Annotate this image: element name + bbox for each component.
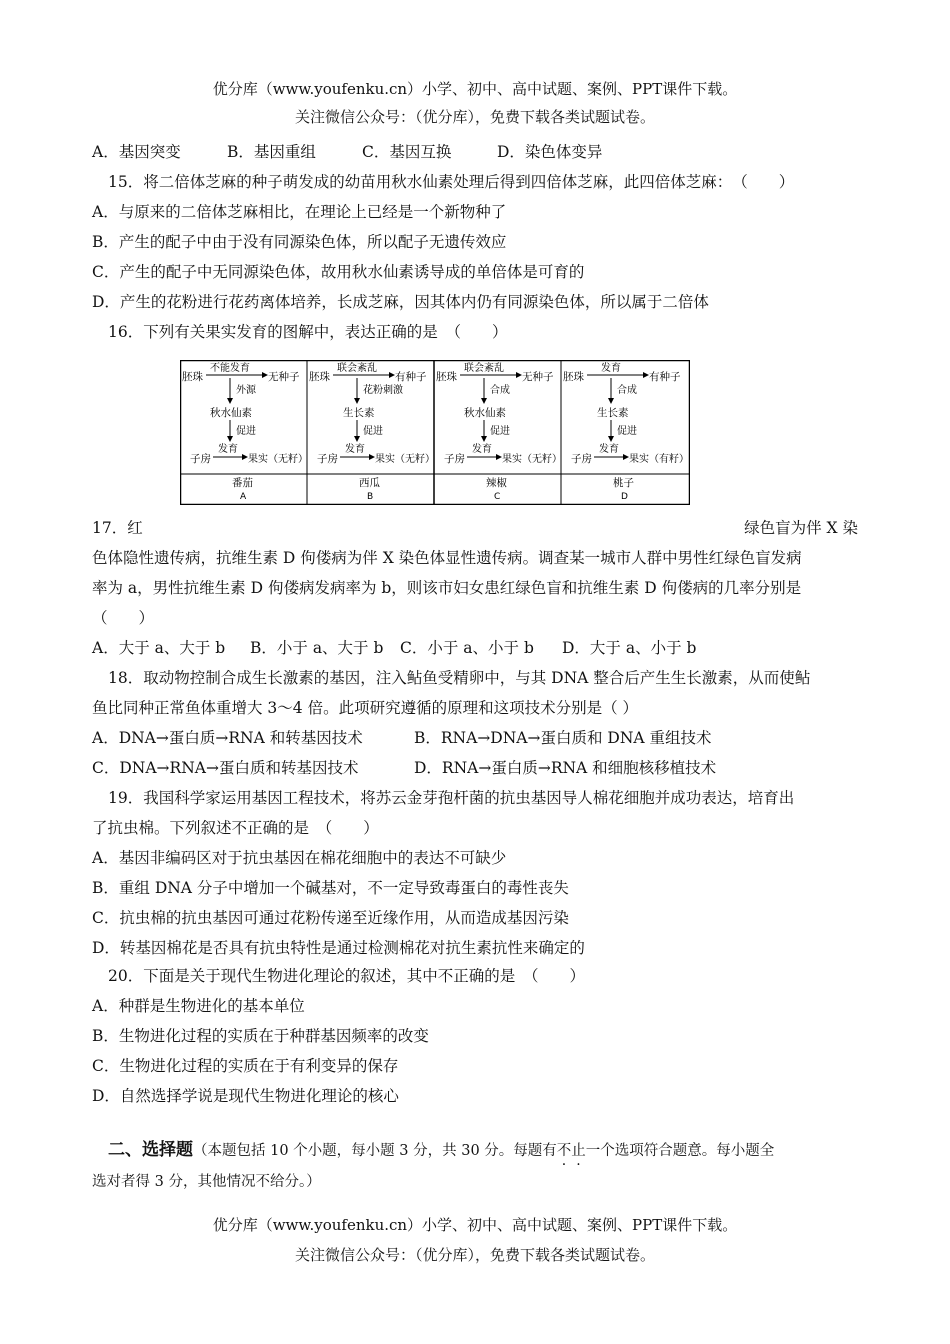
panel-b-vertical-label-2: 促进	[363, 426, 383, 437]
q14-option-a: A．基因突变	[92, 143, 181, 161]
q15-option-b: B．产生的配子中由于没有同源染色体，所以配子无遗传效应	[92, 233, 507, 251]
header-line-2: 关注微信公众号：（优分库），免费下载各类试题试卷。	[294, 108, 655, 126]
q17-number: 17．红	[92, 519, 143, 537]
q17-line-4: （ ）	[92, 609, 155, 627]
q20-option-b: B．生物进化过程的实质在于种群基因频率的改变	[92, 1027, 429, 1045]
panel-b-vertical-label-1: 花粉刺激	[363, 385, 403, 396]
panel-c-fruit: 果实（无籽）	[502, 454, 562, 465]
q14-option-d: D．染色体变异	[497, 143, 603, 161]
panel-a-vertical-label-1: 外源	[236, 385, 256, 396]
q17-option-b: B．小于 a、大于 b	[250, 639, 384, 657]
panel-b-letter: B	[367, 492, 374, 502]
footer-line-2: 关注微信公众号：（优分库），免费下载各类试题试卷。	[294, 1246, 655, 1264]
q18-options-row-1	[92, 728, 860, 748]
panel-d-fruit: 果实（有籽）	[629, 454, 689, 465]
panel-c-vertical-label-2: 促进	[490, 426, 510, 437]
section-2-note-emph-1: 不	[556, 1143, 572, 1159]
header-line-1: 优分库（www.youfenku.cn）小学、初中、高中试题、案例、PPT课件下载。	[212, 80, 738, 98]
q19-option-d: D．转基因棉花是否具有抗虫特性是通过检测棉花对抗生素抗性来确定的	[92, 939, 585, 957]
q19-option-c: C．抗虫棉的抗虫基因可通过花粉传递至近缘作用，从而造成基因污染	[92, 909, 569, 927]
panel-d-vertical-label-1: 合成	[617, 385, 637, 396]
q17-option-a: A．大于 a、大于 b	[92, 639, 226, 657]
panel-a-embryo: 胚珠	[182, 371, 203, 383]
panel-d-arrow1-label: 发育	[601, 363, 621, 374]
q20-option-a: A．种群是生物进化的基本单位	[92, 997, 305, 1015]
panel-d-embryo: 胚珠	[563, 371, 584, 383]
q17-line-3: 率为 a，男性抗维生素 D 佝偻病发病率为 b，则该市妇女患红绿色盲和抗维生素 D 佝偻病的几率分别是	[92, 579, 802, 597]
panel-b-seed-outcome: 有种子	[395, 371, 427, 383]
section-2-note-pre: （本题包括 10 个小题，每小题 3 分，共 30 分。每题有	[193, 1143, 557, 1159]
panel-a-seed-outcome: 无种子	[268, 371, 300, 383]
q14-option-b: B．基因重组	[227, 143, 316, 161]
q19-option-b: B．重组 DNA 分子中增加一个碱基对，不一定导致毒蛋白的毒性丧失	[92, 879, 569, 897]
q18-line-1: 18．取动物控制合成生长激素的基因，注入鲇鱼受精卵中，与其 DNA 整合后产生生长激素，从而使鲇	[108, 669, 811, 687]
panel-b-plant: 西瓜	[359, 477, 380, 489]
panel-a-plant: 番茄	[232, 477, 253, 489]
panel-d-letter: D	[621, 492, 628, 502]
section-2-title: 二、选择题	[108, 1140, 193, 1160]
q15-option-a: A．与原来的二倍体芝麻相比，在理论上已经是一个新物种了	[92, 203, 507, 221]
q19-line-1: 19．我国科学家运用基因工程技术，将苏云金芽孢杆菌的抗虫基因导人棉花细胞并成功表达，培育出	[108, 789, 795, 807]
panel-b-fruit: 果实（无籽）	[375, 454, 435, 465]
panel-b-embryo: 胚珠	[309, 371, 330, 383]
panel-a-vertical-label-2: 促进	[236, 426, 256, 437]
panel-b-arrow1-label: 联会紊乱	[337, 363, 377, 374]
q17-option-d: D．大于 a、小于 b	[562, 639, 697, 657]
panel-c-ovary: 子房	[444, 453, 465, 465]
q19-option-a: A．基因非编码区对于抗虫基因在棉花细胞中的表达不可缺少	[92, 849, 507, 867]
q18-options-row-2	[92, 758, 860, 778]
q20-stem: 20．下面是关于现代生物进化理论的叙述，其中不正确的是 （ ）	[108, 967, 585, 985]
panel-a-ovary: 子房	[190, 453, 211, 465]
q18-option-a: A．DNA→蛋白质→RNA 和转基因技术	[92, 729, 363, 747]
panel-c-arrow1-label: 联会紊乱	[464, 363, 504, 374]
section-2-heading	[108, 1140, 860, 1161]
panel-c-vertical-label-1: 合成	[490, 385, 510, 396]
panel-a-hormone: 秋水仙素	[210, 407, 252, 419]
panel-b-ovary: 子房	[317, 453, 338, 465]
q20-option-c: C．生物进化过程的实质在于有利变异的保存	[92, 1057, 399, 1075]
q17-tail: 绿色盲为伴 X 染	[744, 519, 858, 537]
fruit-development-figure	[180, 360, 690, 505]
panel-d-vertical-label-2: 促进	[617, 426, 637, 437]
q18-line-2: 鱼比同种正常鱼体重增大 3～4 倍。此项研究遵循的原理和这项技术分别是（ ）	[92, 699, 639, 717]
q15-stem: 15．将二倍体芝麻的种子萌发成的幼苗用秋水仙素处理后得到四倍体芝麻，此四倍体芝麻： （ ）	[108, 173, 795, 191]
panel-c-letter: C	[494, 492, 501, 502]
section-2-note-post: 一个选项符合题意。每小题全	[585, 1143, 775, 1159]
panel-d-arrow2-label: 发育	[599, 444, 619, 455]
panel-a-arrow2-label: 发育	[218, 444, 238, 455]
q15-option-c: C．产生的配子中无同源染色体，故用秋水仙素诱导成的单倍体是可育的	[92, 263, 585, 281]
q14-option-c: C．基因互换	[362, 143, 452, 161]
q18-option-b: B．RNA→DNA→蛋白质和 DNA 重组技术	[414, 729, 712, 747]
panel-d-ovary: 子房	[571, 453, 592, 465]
q15-option-d: D．产生的花粉进行花药离体培养，长成芝麻，因其体内仍有同源染色体，所以属于二倍体	[92, 293, 709, 311]
panel-d-hormone: 生长素	[597, 407, 629, 419]
q18-option-c: C．DNA→RNA→蛋白质和转基因技术	[92, 759, 359, 777]
panel-b-arrow2-label: 发育	[345, 444, 365, 455]
footer-line-1: 优分库（www.youfenku.cn）小学、初中、高中试题、案例、PPT课件下载。	[212, 1216, 738, 1234]
q18-option-d: D．RNA→蛋白质→RNA 和细胞核移植技术	[414, 759, 717, 777]
q17-line-2: 色体隐性遗传病，抗维生素 D 佝偻病为伴 X 染色体显性遗传病。调查某一城市人群中男性红绿色盲发病	[92, 549, 802, 567]
q17-option-c: C．小于 a、小于 b	[400, 639, 534, 657]
panel-d-seed-outcome: 有种子	[649, 371, 681, 383]
q14-options	[92, 142, 860, 162]
panel-c-seed-outcome: 无种子	[522, 371, 554, 383]
panel-c-embryo: 胚珠	[436, 371, 457, 383]
panel-c-hormone: 秋水仙素	[464, 407, 506, 419]
panel-d-plant: 桃子	[613, 477, 634, 489]
q19-line-2: 了抗虫棉。下列叙述不正确的是 （ ）	[92, 819, 379, 837]
q17-options	[92, 638, 860, 658]
section-2-note-line-2: 选对者得 3 分，其他情况不给分。）	[92, 1174, 321, 1190]
panel-a-fruit: 果实（无籽）	[248, 454, 308, 465]
panel-c-arrow2-label: 发育	[472, 444, 492, 455]
panel-c-plant: 辣椒	[486, 477, 507, 489]
panel-b-hormone: 生长素	[343, 407, 375, 419]
panel-a-arrow1-label: 不能发育	[210, 363, 250, 374]
q16-stem: 16．下列有关果实发育的图解中，表达正确的是 （ ）	[108, 323, 508, 341]
section-2-note-emph-2: 止	[571, 1143, 586, 1159]
panel-a-letter: A	[240, 492, 247, 502]
q20-option-d: D．自然选择学说是现代生物进化理论的核心	[92, 1087, 399, 1105]
